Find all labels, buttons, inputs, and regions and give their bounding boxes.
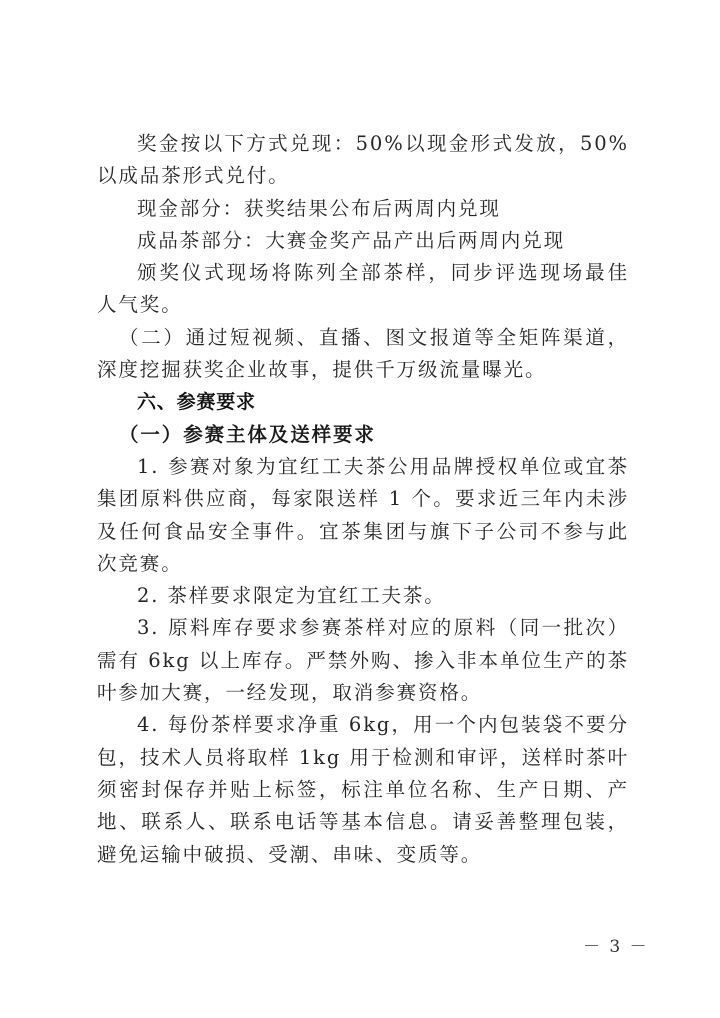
requirement-item-4: 4. 每份茶样要求净重 6kg，用一个内包装袋不要分包，技术人员将取样 1kg 用于检测和审评，送样时茶叶须密封保存并贴上标签，标注单位名称、生产日期、产地、联系人、联系电话等基本信息。请妥善整理包装，避免运输中破损、受潮、串味、变质等。 [97, 713, 629, 866]
requirement-item-2: 2. 茶样要求限定为宜红工夫茶。 [137, 584, 446, 608]
prize-redemption-paragraph: 奖金按以下方式兑现：50%以现金形式发放，50%以成品茶形式兑付。 [97, 132, 629, 188]
page-number: － 3 － [583, 937, 649, 957]
tea-portion-paragraph: 成品茶部分：大赛金奖产品产出后两周内兑现 [137, 228, 566, 252]
requirement-item-1: 1. 参赛对象为宜红工夫茶公用品牌授权单位或宜茶集团原料供应商，每家限送样 1 个。要求近三年内未涉及任何食品安全事件。宜茶集团与旗下子公司不参与此次竞赛。 [97, 454, 629, 575]
cash-portion-paragraph: 现金部分：获奖结果公布后两周内兑现 [137, 196, 501, 220]
section-heading-requirements: 六、参赛要求 [137, 391, 256, 414]
requirement-item-3: 3. 原料库存要求参赛茶样对应的原料（同一批次）需有 6kg 以上库存。严禁外购、掺入非本单位生产的茶叶参加大赛，一经发现，取消参赛资格。 [97, 616, 629, 705]
subsection-heading-participants: （一）参赛主体及送样要求 [119, 422, 376, 446]
media-exposure-paragraph: （二）通过短视频、直播、图文报道等全矩阵渠道，深度挖掘获奖企业故事，提供千万级流量曝光。 [97, 325, 629, 382]
document-body [97, 128, 629, 871]
ceremony-paragraph: 颁奖仪式现场将陈列全部茶样，同步评选现场最佳人气奖。 [97, 261, 629, 317]
